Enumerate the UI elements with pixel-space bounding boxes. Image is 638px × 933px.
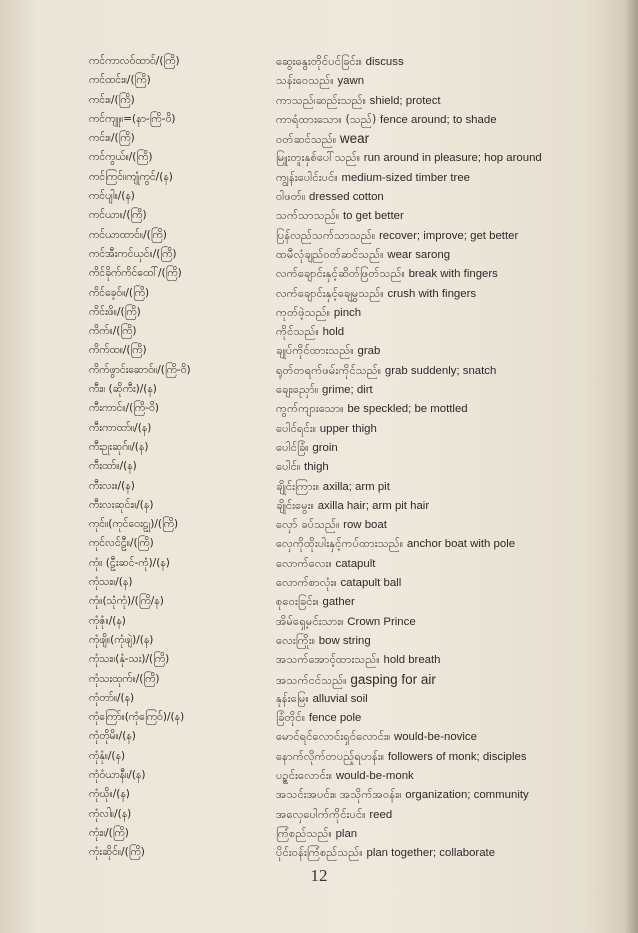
definition-burmese: အသင်းအပင်း။ အသိုက်အဝန်း။ bbox=[276, 787, 402, 802]
definition-burmese: ပိုင်းဝန်းကြံစည်သည်။ bbox=[276, 845, 363, 860]
entry-definition bbox=[276, 419, 626, 439]
definition-burmese: သန်းဝေသည်။ bbox=[276, 73, 334, 88]
dictionary-entry bbox=[0, 631, 638, 650]
definition-english: Crown Prince bbox=[347, 615, 416, 628]
definition-english: discuss bbox=[365, 56, 404, 68]
entry-headword: ကုံသး။/(န) bbox=[89, 576, 133, 589]
definition-english: hold bbox=[322, 326, 345, 339]
entry-definition bbox=[276, 843, 626, 863]
entry-definition bbox=[276, 689, 626, 709]
entry-definition bbox=[276, 477, 626, 497]
entry-definition bbox=[276, 52, 626, 72]
entry-definition bbox=[276, 129, 626, 149]
definition-english: gather bbox=[322, 596, 355, 609]
definition-burmese: ထမီလုံချည်ဝတ်ဆင်သည်။ bbox=[276, 246, 384, 261]
definition-english: crush with fingers bbox=[387, 287, 477, 300]
dictionary-entry bbox=[0, 419, 638, 438]
definition-burmese: လှော် ခပ်သည်။ bbox=[276, 517, 340, 532]
entry-definition bbox=[276, 284, 626, 304]
definition-english: gasping for air bbox=[350, 671, 436, 687]
definition-burmese: ကျွန်းပေါင်းပင်။ bbox=[276, 169, 338, 184]
definition-burmese: ကာသည်၊ဆည်းသည်။ bbox=[276, 92, 367, 107]
dictionary-entry bbox=[0, 284, 638, 303]
dictionary-entry bbox=[0, 843, 638, 862]
entry-definition bbox=[276, 650, 626, 670]
definition-english: break with fingers bbox=[408, 268, 498, 281]
dictionary-entry bbox=[0, 496, 638, 515]
dictionary-entry bbox=[0, 322, 638, 341]
entry-definition bbox=[276, 631, 626, 651]
definition-english: alluvial soil bbox=[312, 692, 368, 705]
entry-list bbox=[0, 52, 638, 862]
dictionary-entry bbox=[0, 592, 638, 611]
definition-english: to get better bbox=[342, 210, 404, 223]
dictionary-entry bbox=[0, 187, 638, 206]
dictionary-entry bbox=[0, 457, 638, 476]
definition-english: grab suddenly; snatch bbox=[384, 364, 497, 377]
entry-definition bbox=[276, 148, 626, 168]
dictionary-entry bbox=[0, 477, 638, 496]
definition-english: plan bbox=[335, 827, 358, 840]
entry-headword: ကင်း။/(ကြိ) bbox=[89, 132, 135, 145]
entry-definition bbox=[276, 785, 626, 805]
definition-burmese: ဝတ်ဆင်သည်။ bbox=[276, 132, 337, 147]
page-number: 12 bbox=[310, 866, 328, 885]
definition-burmese: ကုတ်ဖဲ့သည်။ bbox=[276, 304, 331, 319]
definition-burmese: ရုတ်တရက်ဖမ်းကိုင်သည်။ bbox=[276, 362, 382, 377]
definition-burmese: လက်ချောင်းနှင့်ချေမွှသည်။ bbox=[276, 285, 384, 300]
entry-headword: ကီးကာထာ်။/(န) bbox=[89, 421, 152, 434]
entry-headword: ကုင်လင်ဠီ။/(ကြိ) bbox=[89, 537, 154, 550]
entry-headword: ကီးကာင်။/(ကြိ-ဝိ) bbox=[89, 402, 159, 415]
entry-headword: ကုံ။ (ဠီးဆင်-ကုံ)/(န) bbox=[89, 556, 170, 569]
definition-english: pinch bbox=[333, 306, 362, 319]
dictionary-entry bbox=[0, 303, 638, 322]
entry-definition bbox=[276, 91, 626, 111]
dictionary-entry bbox=[0, 168, 638, 187]
dictionary-entry bbox=[0, 554, 638, 573]
entry-definition bbox=[276, 380, 626, 400]
entry-definition bbox=[276, 457, 626, 477]
definition-burmese: နောက်လိုက်တပည့်ရဟန်း။ bbox=[276, 748, 385, 763]
entry-headword: ကိင်ခေ့ဝ်။/(ကြိ) bbox=[89, 286, 150, 299]
dictionary-entry bbox=[0, 573, 638, 592]
dictionary-entry bbox=[0, 91, 638, 110]
dictionary-entry bbox=[0, 805, 638, 824]
definition-burmese: ပဉ္စင်းလောင်း။ bbox=[276, 767, 333, 782]
entry-definition bbox=[276, 245, 626, 265]
entry-headword: ကင်ထင်း။/(ကြိ) bbox=[89, 74, 151, 87]
entry-definition bbox=[276, 264, 626, 284]
entry-headword: ကိက်ဖွာင်းဆောဝ်။/(ကြိ-ဝိ) bbox=[89, 363, 191, 376]
dictionary-entry bbox=[0, 612, 638, 631]
definition-english: thigh bbox=[304, 461, 329, 474]
entry-headword: ကင်ယာ။/(ကြိ) bbox=[89, 209, 147, 222]
entry-definition bbox=[276, 206, 626, 226]
entry-definition bbox=[276, 303, 626, 323]
dictionary-entry bbox=[0, 785, 638, 804]
entry-headword: ကုံဖျိ။(ကုံဖျဲ)/(န) bbox=[89, 633, 154, 646]
entry-definition bbox=[276, 670, 626, 690]
definition-burmese: လောက်လေး။ bbox=[276, 555, 332, 570]
entry-headword: ကုံသးထုက်။/(ကြိ) bbox=[89, 672, 160, 685]
definition-english: grime; dirt bbox=[322, 384, 373, 397]
definition-english: fence around; to shade bbox=[380, 113, 497, 126]
definition-english: recover; improve; get better bbox=[378, 229, 519, 242]
definition-english: be speckled; be mottled bbox=[347, 403, 468, 416]
definition-english: axilla; arm pit bbox=[322, 480, 390, 493]
dictionary-entry bbox=[0, 361, 638, 380]
entry-definition bbox=[276, 727, 626, 747]
entry-headword: ကုံးဆိုင်။/(ကြိ) bbox=[89, 846, 145, 859]
definition-burmese: လေးကြိုး။ bbox=[276, 632, 316, 647]
entry-headword: ကင်ကျူ။=(နာ-ကြိ-ဝိ) bbox=[89, 112, 176, 125]
entry-headword: ကင်ကာလဝ်ထာဝ်/(ကြိ) bbox=[89, 55, 180, 67]
definition-english: medium-sized timber tree bbox=[341, 171, 470, 184]
entry-headword: ကီးထာ်။/(န) bbox=[89, 460, 137, 473]
definition-burmese: ပေါင်။ bbox=[276, 459, 301, 474]
entry-headword: ကုင်။(ကုင်ဝေးဠု)/(ကြိ) bbox=[89, 518, 179, 531]
entry-definition bbox=[276, 168, 626, 188]
definition-english: catapult ball bbox=[340, 577, 402, 590]
entry-headword: ကုံဝံယာနီ။/(န) bbox=[89, 768, 146, 781]
dictionary-entry bbox=[0, 747, 638, 766]
definition-burmese: ချေးညှော်။ bbox=[276, 382, 319, 397]
definition-english: wear bbox=[339, 131, 370, 147]
dictionary-entry bbox=[0, 264, 638, 283]
dictionary-entry bbox=[0, 727, 638, 746]
entry-definition bbox=[276, 708, 626, 728]
definition-english: fence pole bbox=[308, 712, 362, 725]
definition-burmese: ပြန်လည်သက်သာသည်။ bbox=[276, 227, 376, 242]
entry-headword: ကီးလး။/(န) bbox=[89, 479, 135, 492]
definition-burmese: လောက်စာလုံး။ bbox=[276, 575, 337, 590]
dictionary-entry bbox=[0, 110, 638, 129]
dictionary-entry bbox=[0, 708, 638, 727]
dictionary-entry bbox=[0, 670, 638, 689]
definition-english: run around in pleasure; hop around bbox=[363, 152, 542, 165]
definition-english: axilla hair; arm pit hair bbox=[317, 499, 430, 512]
entry-headword: ကင်ပျါ။/(န) bbox=[89, 190, 135, 203]
definition-burmese: အိမ်ရှေ့မင်းသား။ bbox=[276, 613, 344, 628]
entry-headword: ကုံး။/(ကြိ) bbox=[89, 826, 129, 839]
entry-definition bbox=[276, 438, 626, 458]
entry-definition bbox=[276, 534, 626, 554]
entry-headword: ကုံဇုံ။/(န) bbox=[89, 614, 126, 627]
entry-definition bbox=[276, 187, 626, 207]
definition-burmese: ပေါင်ခြံ။ bbox=[276, 439, 309, 454]
entry-definition bbox=[276, 573, 626, 593]
entry-definition bbox=[276, 71, 626, 91]
entry-headword: ကိက်။/(ကြိ) bbox=[89, 325, 137, 338]
entry-headword: ကိင်းဖိ။/(ကြိ) bbox=[89, 305, 141, 318]
definition-burmese: စုဝေးခြင်း။ bbox=[276, 594, 319, 609]
dictionary-entry bbox=[0, 226, 638, 245]
entry-definition bbox=[276, 399, 626, 419]
dictionary-entry bbox=[0, 380, 638, 399]
entry-definition bbox=[276, 612, 626, 632]
entry-headword: ကုံလါ။/(န) bbox=[89, 807, 132, 820]
entry-definition bbox=[276, 496, 626, 516]
dictionary-entry bbox=[0, 245, 638, 264]
definition-burmese: ချိုင်းမွေး။ bbox=[276, 497, 315, 512]
definition-english: organization; community bbox=[405, 789, 529, 802]
entry-definition bbox=[276, 226, 626, 246]
definition-burmese: အလှေပေါက်ကိုင်းပင်။ bbox=[276, 806, 366, 821]
definition-english: would-be-novice bbox=[394, 731, 477, 744]
entry-definition bbox=[276, 341, 626, 361]
definition-burmese: ချိုင်းကြား။ bbox=[276, 478, 320, 493]
dictionary-entry bbox=[0, 650, 638, 669]
entry-headword: ကီး။ (ဆိုကီး)/(န) bbox=[89, 383, 157, 396]
entry-definition bbox=[276, 110, 626, 130]
definition-english: grab bbox=[357, 345, 381, 358]
definition-burmese: မောင်ရင်လောင်းရှင်လောင်း။ bbox=[276, 729, 391, 744]
entry-headword: ကုံကြော်။(ကုံကြေဝ်)/(န) bbox=[89, 711, 185, 724]
entry-headword: ကုံ။(သုံကုံ)/(ကြိ/န) bbox=[89, 595, 164, 608]
definition-english: dressed cotton bbox=[309, 191, 384, 204]
entry-headword: ကင်ကွယ်။/(ကြိ) bbox=[89, 151, 153, 164]
entry-headword: ကိင်ခိုက်ကိင်ထေါ်/(ကြိ) bbox=[89, 267, 182, 280]
definition-english: would-be-monk bbox=[335, 769, 414, 782]
definition-english: followers of monk; disciples bbox=[387, 750, 527, 763]
dictionary-entry bbox=[0, 399, 638, 418]
definition-english: reed bbox=[369, 808, 393, 821]
entry-definition bbox=[276, 554, 626, 574]
entry-definition bbox=[276, 592, 626, 612]
entry-headword: ကင်း။/(ကြိ) bbox=[89, 93, 135, 106]
definition-burmese: လှေကိုထိုးပါးနှင့်ကပ်ထားသည်။ bbox=[276, 536, 404, 551]
dictionary-entry bbox=[0, 515, 638, 534]
entry-definition bbox=[276, 322, 626, 342]
definition-burmese: အသက်ငင်သည်။ bbox=[276, 672, 347, 687]
entry-headword: ကုံနုံ။/(န) bbox=[89, 749, 126, 762]
dictionary-entry bbox=[0, 534, 638, 553]
definition-english: groin bbox=[312, 441, 338, 454]
dictionary-entry bbox=[0, 766, 638, 785]
definition-burmese: ခြံတိုင်။ bbox=[276, 710, 306, 725]
entry-headword: ကုံသး။(နုံ-သး)/(ကြိ) bbox=[89, 653, 170, 666]
entry-headword: ကုံတာ်။/(န) bbox=[89, 691, 135, 704]
entry-headword: ကီးလးဆုင်း။/(န) bbox=[89, 498, 154, 511]
definition-burmese: ကွက်ကျားသော။ bbox=[276, 401, 344, 416]
definition-english: shield; protect bbox=[369, 94, 441, 107]
entry-definition bbox=[276, 824, 626, 844]
entry-headword: ကီးဥုးဆုဂ်။/(န) bbox=[89, 440, 149, 453]
definition-burmese: ပေါင်ရင်း။ bbox=[276, 420, 317, 435]
definition-english: hold breath bbox=[383, 654, 441, 667]
definition-burmese: နုန်းမြေ။ bbox=[276, 690, 309, 705]
definition-burmese: ချုပ်ကိုင်ထားသည်။ bbox=[276, 343, 354, 358]
entry-definition bbox=[276, 361, 626, 381]
entry-definition bbox=[276, 747, 626, 767]
definition-burmese: အသက်အောင့်ထားသည်။ bbox=[276, 652, 380, 667]
entry-headword: ကင်ကြင်။ကျုံကွင်/(န) bbox=[89, 170, 173, 183]
definition-burmese: သက်သာသည်။ bbox=[276, 208, 340, 223]
definition-english: anchor boat with pole bbox=[406, 538, 516, 551]
definition-english: catapult bbox=[335, 557, 376, 570]
definition-burmese: ကာရံထားသော။ (သည်) bbox=[276, 111, 377, 126]
entry-definition bbox=[276, 515, 626, 535]
entry-headword: ကုံဃို။/(န) bbox=[89, 788, 130, 801]
entry-headword: ကင်ယာထာင်။/(ကြိ) bbox=[89, 228, 167, 241]
definition-burmese: လက်ချောင်းနှင့်ဆိတ်ဖြတ်သည်။ bbox=[276, 266, 405, 281]
dictionary-entry bbox=[0, 71, 638, 90]
dictionary-entry bbox=[0, 52, 638, 71]
dictionary-entry bbox=[0, 129, 638, 148]
dictionary-entry bbox=[0, 206, 638, 225]
dictionary-entry bbox=[0, 341, 638, 360]
definition-english: plan together; collaborate bbox=[366, 847, 496, 860]
dictionary-entry bbox=[0, 824, 638, 843]
entry-headword: ကိက်ထ။/(ကြိ) bbox=[89, 344, 147, 357]
entry-definition bbox=[276, 805, 626, 825]
definition-burmese: ကိုင်သည်။ bbox=[276, 324, 319, 339]
dictionary-entry bbox=[0, 438, 638, 457]
definition-english: yawn bbox=[337, 75, 365, 88]
entry-definition bbox=[276, 766, 626, 786]
definition-english: row boat bbox=[343, 519, 387, 532]
definition-english: upper thigh bbox=[319, 422, 377, 435]
definition-burmese: ဝါဖတ်။ bbox=[276, 189, 306, 204]
definition-english: bow string bbox=[318, 634, 371, 647]
definition-burmese: မြူးတူးနှစ်ပေါ်သည်။ bbox=[276, 150, 361, 165]
entry-headword: ကင်အီးကင်ယှင်။/(ကြိ) bbox=[89, 247, 177, 260]
dictionary-entry bbox=[0, 689, 638, 708]
definition-burmese: ဆွေးနွေးတိုင်ပင်ခြင်း။ bbox=[276, 54, 363, 68]
entry-headword: ကုံတိုမိ။/(န) bbox=[89, 730, 136, 743]
definition-english: wear sarong bbox=[387, 248, 451, 261]
dictionary-entry bbox=[0, 148, 638, 167]
definition-burmese: ကြံစည်သည်။ bbox=[276, 825, 332, 840]
